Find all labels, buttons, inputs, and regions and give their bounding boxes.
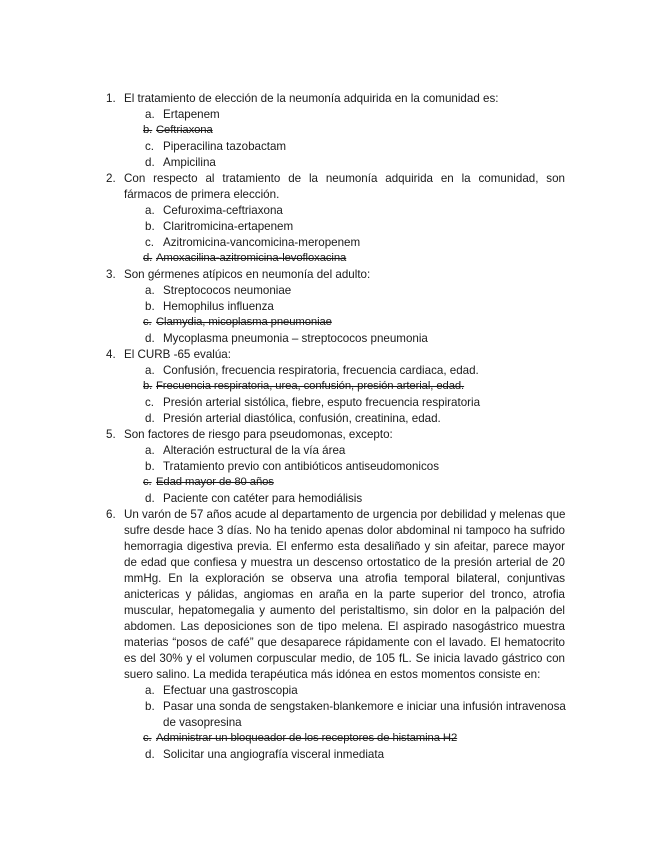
option-text: Administrar un bloqueador de los receptores de histamina H2 — [156, 732, 458, 744]
option-letter: c. — [145, 236, 155, 249]
option-letter: a. — [145, 284, 155, 297]
question-text: muscular, hepatomegalia y aumento del peristaltismo, sin dolor en la palpación del — [124, 604, 565, 617]
option-letter: a. — [145, 684, 155, 697]
option-letter: b. — [145, 300, 155, 313]
option-letter: c. — [145, 140, 155, 153]
option-letter: d. — [145, 492, 155, 505]
option-letter: d. — [145, 412, 155, 425]
question-number: 4. — [106, 348, 116, 361]
option-letter: c. — [145, 396, 155, 409]
option-letter: b. — [143, 380, 153, 392]
question-text: El tratamiento de elección de la neumonía adquirida en la comunidad es: — [124, 92, 499, 105]
question-text: Son factores de riesgo para pseudomonas, excepto: — [124, 428, 393, 441]
question-text: Con respecto al tratamiento de la neumonía adquirida en la comunidad, son — [124, 172, 565, 185]
question-text: El CURB -65 evalúa: — [124, 348, 231, 361]
option-text: Paciente con catéter para hemodiálisis — [163, 492, 363, 505]
question-text: Son gérmenes atípicos en neumonía del adulto: — [124, 268, 371, 281]
option-letter: d. — [145, 156, 155, 169]
option-text: Ceftriaxona — [156, 124, 213, 136]
option-text: de vasopresina — [163, 716, 242, 729]
option-text: Alteración estructural de la vía área — [163, 444, 346, 457]
option-text: Tratamiento previo con antibióticos antiseudomonicos — [163, 460, 440, 473]
option-text: Solicitar una angiografía visceral inmediata — [163, 748, 385, 761]
question-text: hemorragia digestiva previa. El enfermo esta desaliñado y sin afeitar, parece mayor — [124, 540, 565, 553]
option-text: Presión arterial sistólica, fiebre, esputo frecuencia respiratoria — [163, 396, 481, 409]
option-letter: c. — [143, 476, 152, 488]
option-text: Frecuencia respiratoria, urea, confusión, presión arterial, edad. — [156, 380, 465, 392]
option-letter: d. — [145, 332, 155, 345]
option-text: Ertapenem — [163, 108, 220, 121]
question-number: 3. — [106, 268, 116, 281]
option-text: Streptococos neumoniae — [163, 284, 292, 297]
question-text: mmHg. En la exploración se observa una atrofia temporal bilateral, conjuntivas — [124, 572, 565, 585]
option-text: Pasar una sonda de sengstaken-blankemore e iniciar una infusión intravenosa — [163, 700, 566, 713]
option-text: Confusión, frecuencia respiratoria, frecuencia cardiaca, edad. — [163, 364, 479, 377]
question-text: es del 30% y el volumen corpuscular medio, de 105 fL. Se inicia lavado gástrico con — [124, 652, 565, 665]
question-text: materias “posos de café” que desaparece rápidamente con el lavado. El hematocrito — [124, 636, 565, 649]
question-text: sufre desde hace 3 días. No ha tenido apenas dolor abdominal ni tampoco ha sufrido — [124, 524, 565, 537]
option-letter: a. — [145, 204, 155, 217]
option-text: Clamydia, micoplasma pneumoniae — [156, 316, 332, 328]
question-text: suero salino. La medida terapéutica más idónea en estos momentos consiste en: — [124, 668, 541, 681]
option-letter: c. — [143, 316, 152, 328]
question-text: Un varón de 57 años acude al departamento de urgencia por debilidad y melenas que — [124, 508, 566, 521]
option-letter: d. — [143, 252, 153, 264]
option-text: Mycoplasma pneumonia – streptococos pneumonia — [163, 332, 428, 345]
question-number: 1. — [106, 92, 116, 105]
option-text: Ampicilina — [163, 156, 216, 169]
question-text: abdomen. Las deposiciones son de tipo melena. El aspirado nasogástrico muestra — [124, 620, 565, 633]
option-text: Amoxacilina-azitromicina-levofloxacina — [156, 252, 347, 264]
option-letter: b. — [145, 220, 155, 233]
question-number: 2. — [106, 172, 116, 185]
option-letter: b. — [145, 460, 155, 473]
option-letter: b. — [145, 700, 155, 713]
question-text: fármacos de primera elección. — [124, 188, 280, 201]
option-text: Presión arterial diastólica, confusión, creatinina, edad. — [163, 412, 441, 425]
option-letter: a. — [145, 108, 155, 121]
option-letter: a. — [145, 364, 155, 377]
option-text: Cefuroxima-ceftriaxona — [163, 204, 283, 217]
option-text: Efectuar una gastroscopia — [163, 684, 298, 697]
option-letter: b. — [143, 124, 153, 136]
question-text: de edad que confiesa y muestra un descenso ortostatico de la presión arterial de 20 — [124, 556, 565, 569]
question-text: anictericas y pálidas, angiomas en araña en la parte superior del tronco, atrofia — [124, 588, 565, 601]
option-text: Azitromicina-vancomicina-meropenem — [163, 236, 361, 249]
option-text: Edad mayor de 80 años — [156, 476, 274, 488]
option-text: Claritromicina-ertapenem — [163, 220, 294, 233]
option-letter: a. — [145, 444, 155, 457]
question-number: 6. — [106, 508, 116, 521]
option-letter: d. — [145, 748, 155, 761]
question-number: 5. — [106, 428, 116, 441]
option-text: Hemophilus influenza — [163, 300, 274, 313]
option-letter: c. — [143, 732, 152, 744]
option-text: Piperacilina tazobactam — [163, 140, 287, 153]
